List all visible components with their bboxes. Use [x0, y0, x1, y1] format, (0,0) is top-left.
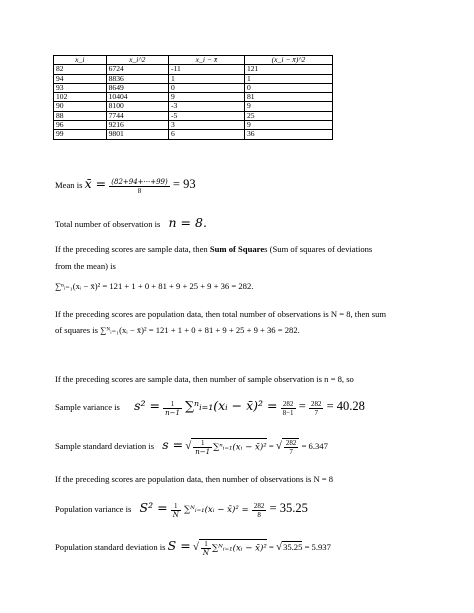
sample-ss-intro-line2: from the mean) is	[55, 261, 116, 271]
sample-sd-eq: =	[268, 441, 274, 451]
table-cell: 3	[168, 121, 244, 130]
table-cell: 9	[244, 102, 332, 111]
table-cell: 8100	[106, 102, 168, 111]
table-cell: 25	[244, 111, 332, 120]
pop-variance-sum: ∑ᴺᵢ₌₁(xᵢ − x̄)² =	[184, 505, 249, 515]
table-cell: 102	[54, 93, 107, 102]
frac-denominator: n−1	[195, 447, 211, 456]
mean-lhs: x̄ =	[84, 176, 107, 191]
frac-numerator: 282	[281, 400, 296, 409]
observation-value: n = 8.	[168, 215, 207, 230]
sample-variance-result: = 40.28	[326, 399, 365, 413]
observation-count-line	[55, 215, 207, 230]
pop-variance-label: Population variance is	[55, 504, 132, 514]
pop-sd-root: 35.25	[283, 542, 303, 552]
table-cell: 1	[244, 74, 332, 83]
sample-sd-radicand	[191, 438, 266, 456]
radical-icon: √	[192, 541, 199, 553]
mean-denominator: 8	[137, 186, 142, 195]
table-cell: 9216	[106, 121, 168, 130]
pop-variance-result: = 35.25	[269, 501, 308, 515]
table-row	[54, 65, 333, 74]
mean-line	[55, 176, 196, 195]
frac-numerator: 282	[310, 399, 322, 408]
sample-variance-line	[55, 398, 365, 417]
scores-table	[53, 55, 333, 140]
table-row	[54, 93, 333, 102]
table-cell: 0	[168, 83, 244, 92]
table-header-row	[54, 56, 333, 65]
table-cell: 8649	[106, 83, 168, 92]
frac-denominator: n−1	[165, 408, 180, 417]
table-cell: -5	[168, 111, 244, 120]
sample-n-line: If the preceding scores are sample data, then number of sample observation is n = 8, so	[55, 374, 354, 384]
sample-ss-intro-text-b: s (Sum of squares of deviations	[264, 244, 373, 254]
pop-n-line: If the preceding scores are population data, then number of observations is N = 8	[55, 474, 334, 484]
sample-variance-sum: ∑ⁿᵢ₌₁(xᵢ − x̄)² =	[185, 398, 278, 413]
sample-sd-line	[55, 437, 328, 456]
mean-fraction	[109, 178, 169, 195]
table-row	[54, 121, 333, 130]
header-deviation-squared: (x_i − x̄)^2	[244, 56, 332, 65]
table-cell: 7744	[106, 111, 168, 120]
table-cell: -11	[168, 65, 244, 74]
header-deviation: x_i − x̄	[168, 56, 244, 65]
observation-label: Total number of observation is	[55, 219, 161, 229]
sample-variance-lhs: s² =	[134, 398, 160, 413]
pop-variance-line	[55, 500, 308, 519]
radical-icon: √	[276, 541, 283, 553]
frac-numerator: 1	[171, 502, 181, 511]
frac-numerator: 1	[193, 439, 212, 448]
table-cell: 88	[54, 111, 107, 120]
mean-result: = 93	[172, 177, 196, 191]
table-cell: 9	[168, 93, 244, 102]
pop-sd-result: = 5.937	[304, 542, 331, 552]
table-cell: 36	[244, 130, 332, 139]
frac-denominator: 7	[314, 408, 318, 417]
radical-icon: √	[185, 440, 192, 452]
header-xi-squared: x_i^2	[106, 56, 168, 65]
table-cell: 81	[244, 93, 332, 102]
frac-denominator: 8−1	[282, 408, 294, 417]
mean-label: Mean is	[55, 180, 83, 190]
table-row	[54, 111, 333, 120]
table-row	[54, 83, 333, 92]
sample-variance-label: Sample variance is	[55, 402, 120, 412]
sum-of-squares-term: Sum of Square	[209, 244, 265, 254]
pop-variance-frac1	[171, 502, 181, 519]
table-cell: 90	[54, 102, 107, 111]
sample-sd-sum: ∑ⁿᵢ₌₁(xᵢ − x̄)²	[213, 442, 267, 452]
table-cell: 94	[54, 74, 107, 83]
pop-variance-lhs: S² =	[139, 500, 168, 515]
table-cell: 6	[168, 130, 244, 139]
table-cell: 0	[244, 83, 332, 92]
sample-sd-label: Sample standard deviation is	[55, 441, 155, 451]
frac-denominator: 8	[257, 510, 261, 519]
header-xi: x_i	[54, 56, 107, 65]
table-cell: 1	[168, 74, 244, 83]
pop-sd-label: Population standard deviation is	[55, 542, 166, 552]
pop-sd-eq: =	[269, 542, 274, 552]
sample-variance-frac3	[309, 400, 324, 417]
frac-denominator: N	[202, 548, 210, 557]
table-cell: 9801	[106, 130, 168, 139]
sample-variance-frac1	[163, 400, 182, 417]
frac-denominator: N	[172, 510, 179, 519]
table-cell: 9	[244, 121, 332, 130]
pop-sd-line	[55, 538, 331, 557]
table-row	[54, 102, 333, 111]
pop-ss-line2: of squares is ∑ᴺᵢ₌₁(xᵢ − x̄)² = 121 + 1 + 0 + 81 + 9 + 25 + 9 + 36 = 282.	[55, 325, 300, 335]
sample-ss-intro-line1	[55, 244, 372, 254]
table-cell: 96	[54, 121, 107, 130]
pop-sd-lhs: S =	[167, 538, 191, 553]
table-row	[54, 130, 333, 139]
sample-sd-lhs: s =	[162, 437, 184, 452]
table-cell: 93	[54, 83, 107, 92]
table-row	[54, 74, 333, 83]
pop-sd-sum: ∑ᴺᵢ₌₁(xᵢ − x̄)²	[212, 543, 267, 553]
table-cell: 10404	[106, 93, 168, 102]
sample-ss-intro-text: If the preceding scores are sample data, then	[55, 244, 210, 254]
pop-variance-frac2	[252, 502, 267, 519]
radical-icon: √	[275, 440, 282, 452]
table-cell: 99	[54, 130, 107, 139]
sample-variance-eq: =	[298, 399, 306, 413]
table-cell: 121	[244, 65, 332, 74]
table-cell: -3	[168, 102, 244, 111]
frac-numerator: 1	[163, 400, 182, 409]
frac-numerator: 282	[285, 438, 297, 447]
sample-variance-frac2	[281, 400, 296, 417]
pop-sd-radicand	[199, 539, 267, 557]
frac-numerator: 1	[201, 540, 211, 549]
pop-ss-line1: If the preceding scores are population data, then total number of observations is N = 8, then sum	[55, 309, 387, 319]
sample-sd-result: = 6.347	[301, 441, 328, 451]
frac-denominator: 7	[289, 447, 293, 456]
table-cell: 6724	[106, 65, 168, 74]
sample-ss-formula: ∑ⁿᵢ₌₁(xᵢ − x̄)² = 121 + 1 + 0 + 81 + 9 + 25 + 9 + 36 = 282.	[55, 281, 254, 291]
mean-numerator: (82+94+···+99)	[111, 177, 168, 186]
table-cell: 8836	[106, 74, 168, 83]
frac-numerator: 282	[253, 501, 265, 510]
sample-sd-radicand2	[282, 438, 300, 456]
table-cell: 82	[54, 65, 107, 74]
